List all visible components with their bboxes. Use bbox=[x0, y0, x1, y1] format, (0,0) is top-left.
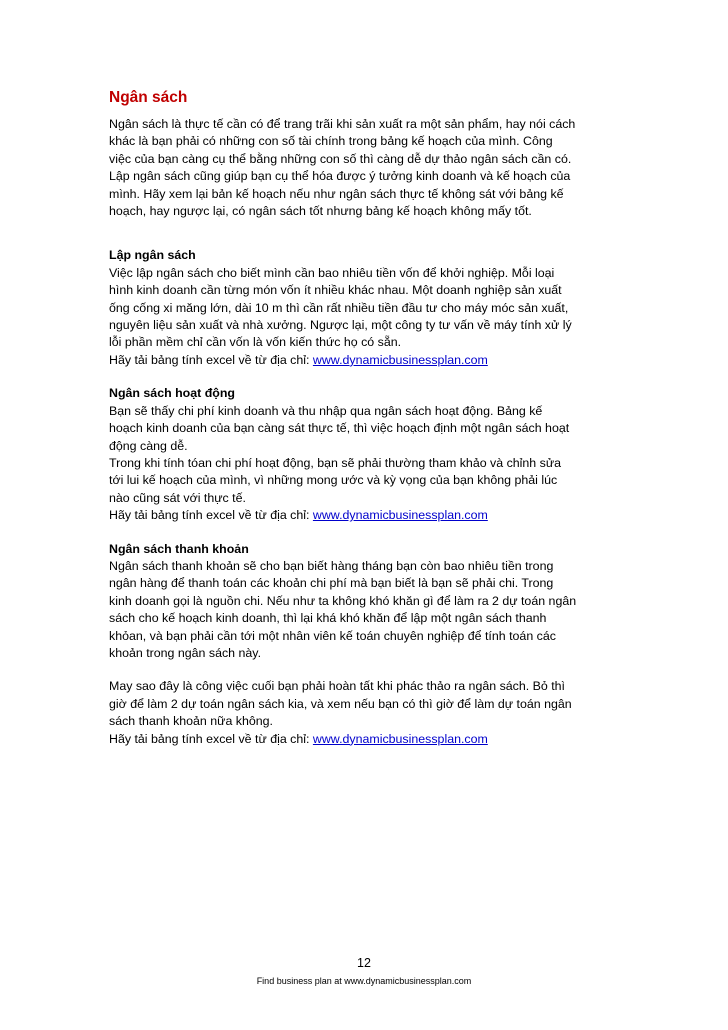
download-link[interactable]: www.dynamicbusinessplan.com bbox=[312, 352, 488, 367]
intro-paragraph bbox=[109, 116, 617, 220]
section-line: nào cũng sát với thực tế. bbox=[109, 490, 246, 505]
download-link[interactable]: www.dynamicbusinessplan.com bbox=[312, 508, 488, 523]
section-line: Trong khi tính tóan chi phí hoạt động, bạn sẽ phải thường tham khảo và chỉnh sửa bbox=[109, 455, 562, 470]
section-line: Việc lập ngân sách cho biết mình cần bao nhiêu tiền vốn để khởi nghiệp. Mỗi loại bbox=[109, 265, 555, 280]
section-line: khoản trong ngân sách này. bbox=[109, 645, 262, 660]
download-line bbox=[109, 507, 617, 524]
section-heading: Ngân sách hoạt động bbox=[109, 386, 235, 401]
intro-line: việc của bạn càng cụ thể bằng những con số thì càng dễ dự thảo ngân sách cần có. bbox=[109, 151, 572, 166]
download-line bbox=[109, 352, 617, 369]
section-ngan-sach-hoat-dong bbox=[109, 385, 617, 524]
page-footer: Find business plan at www.dynamicbusinessplan.com bbox=[256, 976, 472, 986]
section-paragraph bbox=[109, 265, 617, 369]
section-line: nguyên liệu sản xuất và nhà xưởng. Ngược lại, một công ty tư vấn về máy tính xử lý bbox=[109, 318, 572, 333]
download-prefix: Hãy tải bảng tính excel về từ địa chỉ: bbox=[109, 508, 313, 523]
section-heading: Ngân sách thanh khoản bbox=[109, 541, 249, 556]
closing-line: sách thanh khoản nữa không. bbox=[109, 714, 273, 729]
section-ngan-sach-thanh-khoan bbox=[109, 541, 617, 663]
section-line: Bạn sẽ thấy chi phí kinh doanh và thu nhập qua ngân sách hoạt động. Bảng kế bbox=[109, 403, 543, 418]
section-line: hình kinh doanh cần từng món vốn ít nhiều khác nhau. Một doanh nghiệp sản xuất bbox=[109, 283, 562, 298]
section-line: động càng dễ. bbox=[109, 438, 188, 453]
section-line: ống cống xi măng lớn, dài 10 m thì cần rất nhiều tiền đầu tư cho máy móc sản xuất, bbox=[109, 300, 569, 315]
section-line: kinh doanh gọi là nguồn chi. Nếu như ta không khó khăn gì để làm ra 2 dự toán ngân bbox=[109, 593, 577, 608]
closing-paragraph-block bbox=[109, 678, 617, 748]
section-line: khỏan, và bạn phải cần tới một nhân viên kế toán chuyên nghiệp để tính toán các bbox=[109, 628, 556, 643]
download-line bbox=[109, 731, 617, 748]
intro-line: Lập ngân sách cũng giúp bạn cụ thể hóa được ý tưởng kinh doanh và kế hoạch của bbox=[109, 169, 571, 184]
section-line: ngân hàng để thanh toán các khoản chi phí mà bạn biết là bạn sẽ phải chi. Trong bbox=[109, 576, 554, 591]
section-line: tới lui kế hoạch của mình, vì những mong ước và kỳ vọng của bạn không phải lúc bbox=[109, 473, 558, 488]
section-paragraph bbox=[109, 403, 617, 525]
closing-line: giờ để làm 2 dự toán ngân sách kia, và xem nếu bạn có thì giờ để làm dự toán ngân bbox=[109, 696, 572, 711]
intro-line: khác là bạn phải có những con số tài chính trong bảng kế hoạch của mình. Công bbox=[109, 134, 553, 149]
document-body bbox=[109, 88, 617, 748]
intro-line: mình. Hãy xem lại bản kế hoạch nếu như ngân sách thực tế không sát với bảng kế bbox=[109, 186, 564, 201]
closing-paragraph bbox=[109, 678, 617, 748]
section-paragraph bbox=[109, 558, 617, 662]
page-title: Ngân sách bbox=[109, 89, 188, 106]
section-line: hoạch kinh doanh của bạn càng sát thực tế, thì việc hoạch định một ngân sách hoạt bbox=[109, 421, 570, 436]
section-line: sách cho kế hoạch kinh doanh, thì lại khá khó khăn để lập một ngân sách thanh bbox=[109, 611, 547, 626]
section-lap-ngan-sach bbox=[109, 247, 617, 369]
download-prefix: Hãy tải bảng tính excel về từ địa chỉ: bbox=[109, 731, 313, 746]
download-link[interactable]: www.dynamicbusinessplan.com bbox=[312, 731, 488, 746]
section-line: lỗi phần mềm chỉ cần vốn là vốn kiến thức họ có sẵn. bbox=[109, 335, 402, 350]
section-line: Ngân sách thanh khoản sẽ cho bạn biết hàng tháng bạn còn bao nhiêu tiền trong bbox=[109, 558, 554, 573]
page-number: 12 bbox=[357, 956, 371, 970]
intro-line: hoạch, hay ngược lại, có ngân sách tốt nhưng bảng kế hoạch không mấy tốt. bbox=[109, 204, 532, 219]
download-prefix: Hãy tải bảng tính excel về từ địa chỉ: bbox=[109, 352, 313, 367]
intro-line: Ngân sách là thực tế cần có để trang trãi khi sản xuất ra một sản phẩm, hay nói cách bbox=[109, 117, 576, 131]
section-heading: Lập ngân sách bbox=[109, 248, 196, 263]
closing-line: May sao đây là công việc cuối bạn phải hoàn tất khi phác thảo ra ngân sách. Bỏ thì bbox=[109, 679, 565, 694]
